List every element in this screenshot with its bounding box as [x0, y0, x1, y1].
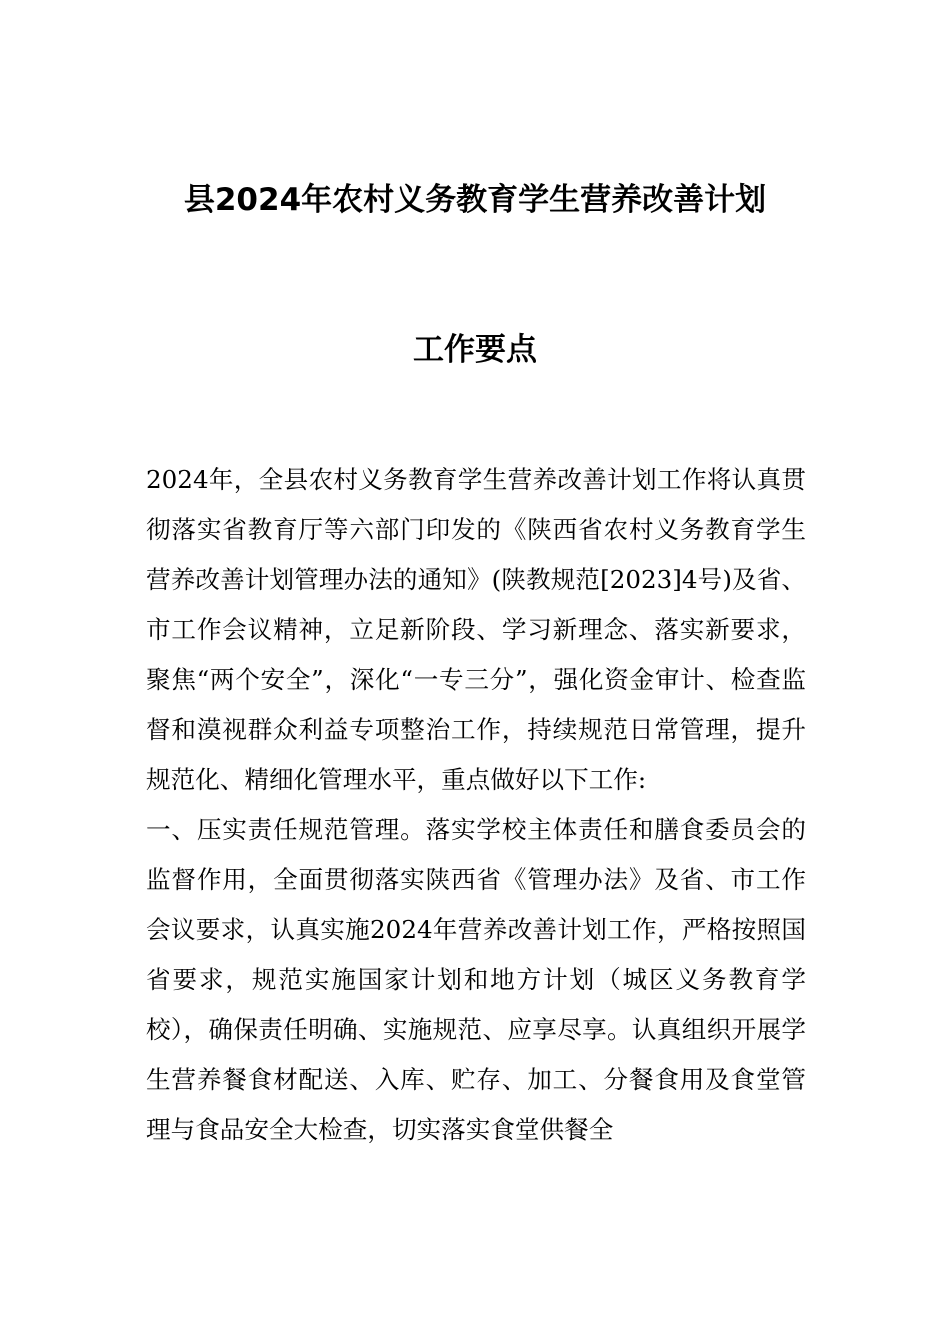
body-paragraph-section-1: 一、压实责任规范管理。落实学校主体责任和膳食委员会的监督作用，全面贯彻落实陕西省《管理办法》及省、市工作会议要求，认真实施2024年营养改善计划工作，严格按照国省要求，规范实施国家计划和地方计划（城区义务教育学校），确保责任明确、实施规范、应享尽享。认真组织开展学生营养餐食材配送、入库、贮存、加工、分餐食用及食堂管理与食品安全大检查，切实落实食堂供餐全 — [146, 815, 806, 1144]
document-title-line-1: 县2024年农村义务教育学生营养改善计划 — [183, 182, 767, 218]
body-paragraph-intro: 2024年，全县农村义务教育学生营养改善计划工作将认真贯彻落实省教育厅等六部门印发的《陕西省农村义务教育学生营养改善计划管理办法的通知》(陕教规范[2023]4号)及省、市工作会议精神，立足新阶段、学习新理念、落实新要求，聚焦“两个安全”，深化“一专三分”，强化资金审计、检查监督和漠视群众利益专项整治工作，持续规范日常管理，提升规范化、精细化管理水平，重点做好以下工作: — [146, 465, 806, 794]
document-title-line-2: 工作要点 — [413, 332, 537, 368]
document-body — [146, 455, 806, 1155]
